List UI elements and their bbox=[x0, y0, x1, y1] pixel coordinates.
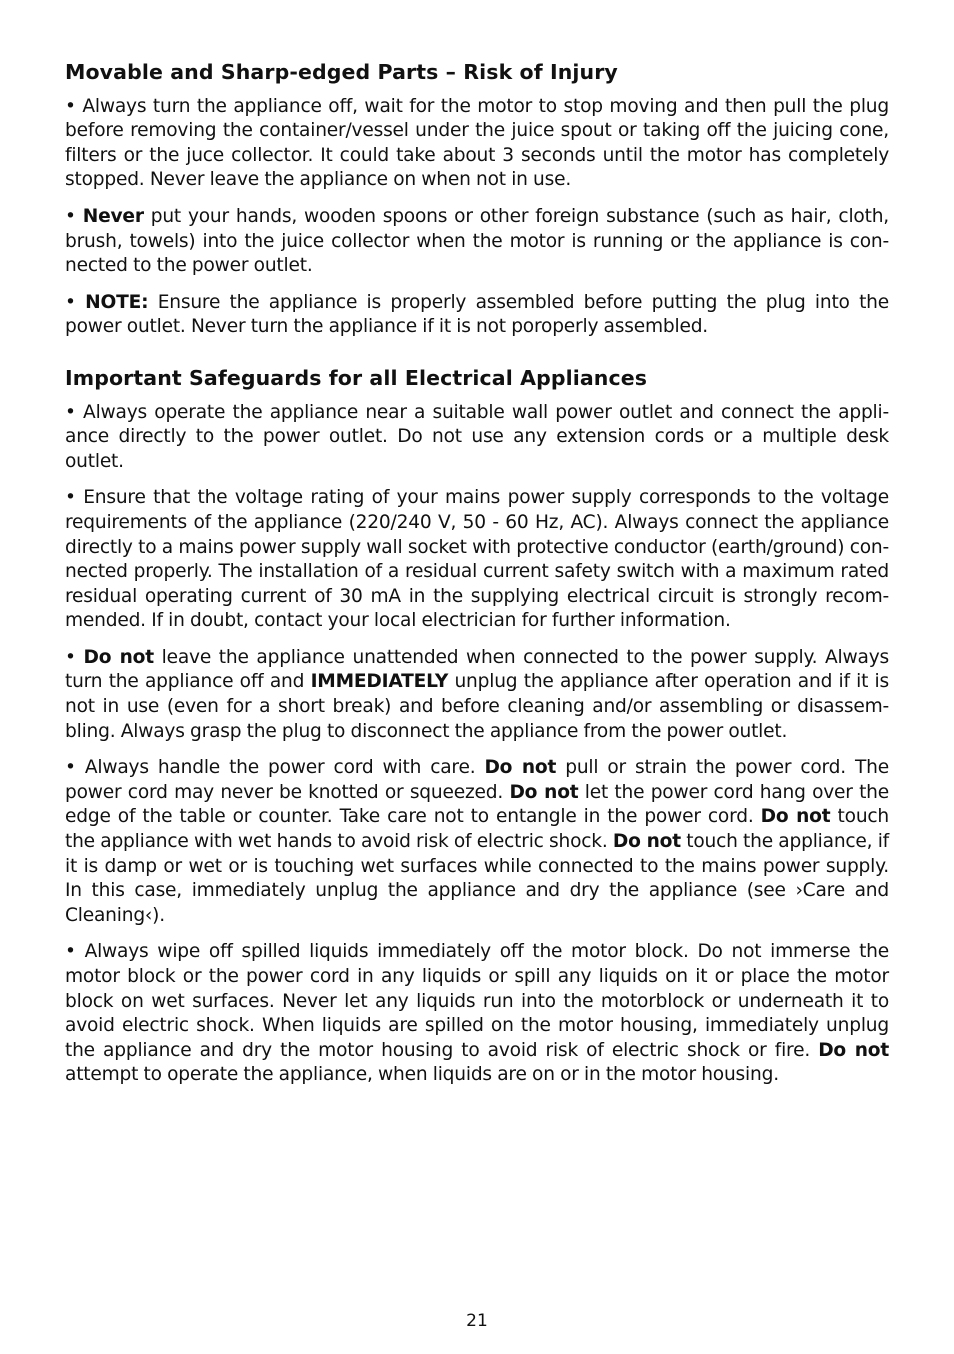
paragraph-text: Always handle the power cord with care. bbox=[84, 757, 476, 779]
bullet: • bbox=[65, 291, 76, 313]
emphasis-do-not: Do not bbox=[83, 646, 154, 668]
paragraph-note-assembly bbox=[65, 291, 889, 340]
paragraph-text: Ensure the appliance is properly assembled before putting the plug into the power outlet. Never turn the appliance if it is not poroperly assembled. bbox=[65, 291, 889, 338]
emphasis-do-not: Do not bbox=[509, 781, 579, 803]
bullet: • bbox=[65, 205, 76, 227]
emphasis-do-not: Do not bbox=[818, 1039, 890, 1061]
paragraph-text: leave the appliance unattended when connected to the power supply. Always turn the appliance off and bbox=[65, 646, 889, 693]
page-number: 21 bbox=[466, 1311, 488, 1331]
emphasis-do-not: Do not bbox=[484, 757, 557, 779]
emphasis-never: Never bbox=[82, 205, 144, 227]
paragraph-voltage-rating bbox=[65, 486, 889, 634]
bullet: • bbox=[65, 401, 76, 423]
paragraph-wall-outlet bbox=[65, 401, 889, 475]
bullet: • bbox=[65, 487, 76, 509]
paragraph-spilled-liquids bbox=[65, 940, 889, 1088]
paragraph-text: touch the appliance with wet hands to avoid risk of electric shock. bbox=[65, 806, 890, 853]
paragraph-unattended bbox=[65, 646, 889, 744]
emphasis-do-not: Do not bbox=[612, 831, 681, 853]
document-page bbox=[65, 60, 889, 1100]
paragraph-text: Always wipe off spilled liquids immediately off the motor block. Do not immerse the motor block or the power cord in any liquids or spill any liquids on it or place the motor block on wet surfaces. Never let any liquids run into the motorblock or underneath it to avoid electric shock. When liquids are spilled on the motor housing, immediately unplug the appliance and dry the motor housing to avoid risk of electric shock or fire. bbox=[65, 941, 890, 1061]
section-heading-electrical-safeguards: Important Safeguards for all Electrical Appliances bbox=[65, 365, 648, 390]
emphasis-immediately: IMMEDIATELY bbox=[310, 671, 449, 693]
bullet: • bbox=[65, 646, 76, 668]
paragraph-turn-off bbox=[65, 95, 889, 193]
paragraph-text: Always turn the appliance off, wait for the motor to stop moving and then pull the plug before removing the container/vessel under the juice spout or taking off the juicing cone, filters or the juce collector. It could take about 3 seconds until the motor has completely stopped. Never leave the appliance on when not in use. bbox=[65, 95, 889, 191]
emphasis-note: NOTE: bbox=[85, 291, 149, 313]
paragraph-text: attempt to operate the appliance, when liquids are on or in the motor housing. bbox=[65, 1064, 779, 1086]
paragraph-text: touch the appliance, if it is damp or wet or is touching wet surfaces while connected to the mains power supply. In this case, immediately unplug the appliance and dry the appliance (see ›Care and Cleaning‹). bbox=[65, 831, 890, 926]
paragraph-text: put your hands, wooden spoons or other foreign substance (such as hair, cloth, brush, towels) into the juice collector when the motor is running or the appliance is con-nected to the power outlet. bbox=[65, 205, 889, 277]
paragraph-text: Always operate the appliance near a suitable wall power outlet and connect the appli-ance directly to the power outlet. Do not use any extension cords or a multiple desk outlet. bbox=[65, 401, 890, 472]
bullet: • bbox=[65, 757, 76, 779]
paragraph-text: let the power cord hang over the edge of the table or counter. Take care not to entangle in the power cord. bbox=[65, 781, 889, 828]
paragraph-text: Ensure that the voltage rating of your mains power supply corresponds to the voltage requirements of the appliance (220/240 V, 50 - 60 Hz, AC). Always connect the appliance directly to a mains power supply wall socket with protective conductor (earth/ground) con-nected properly. The installation of a residual current safety switch with a maximum rated residual operating current of 30 mA in the supplying electrical circuit is strongly recom-mended. If in doubt, contact your local electrician for further information. bbox=[65, 487, 890, 632]
bullet: • bbox=[65, 941, 76, 963]
section-heading-movable-parts: Movable and Sharp-edged Parts – Risk of Injury bbox=[65, 60, 618, 84]
bullet: • bbox=[65, 95, 76, 117]
paragraph-never-hands bbox=[65, 205, 889, 279]
paragraph-power-cord bbox=[65, 756, 889, 928]
emphasis-do-not: Do not bbox=[760, 806, 831, 828]
paragraph-text: pull or strain the power cord. The power cord may never be knotted or squeezed. bbox=[65, 757, 889, 803]
paragraph-text: unplug the appliance after operation and if it is not in use (even for a short break) and before cleaning and/or assembling or disassem-bling. Always grasp the plug to disconnect the appliance from the power outlet. bbox=[65, 671, 890, 742]
